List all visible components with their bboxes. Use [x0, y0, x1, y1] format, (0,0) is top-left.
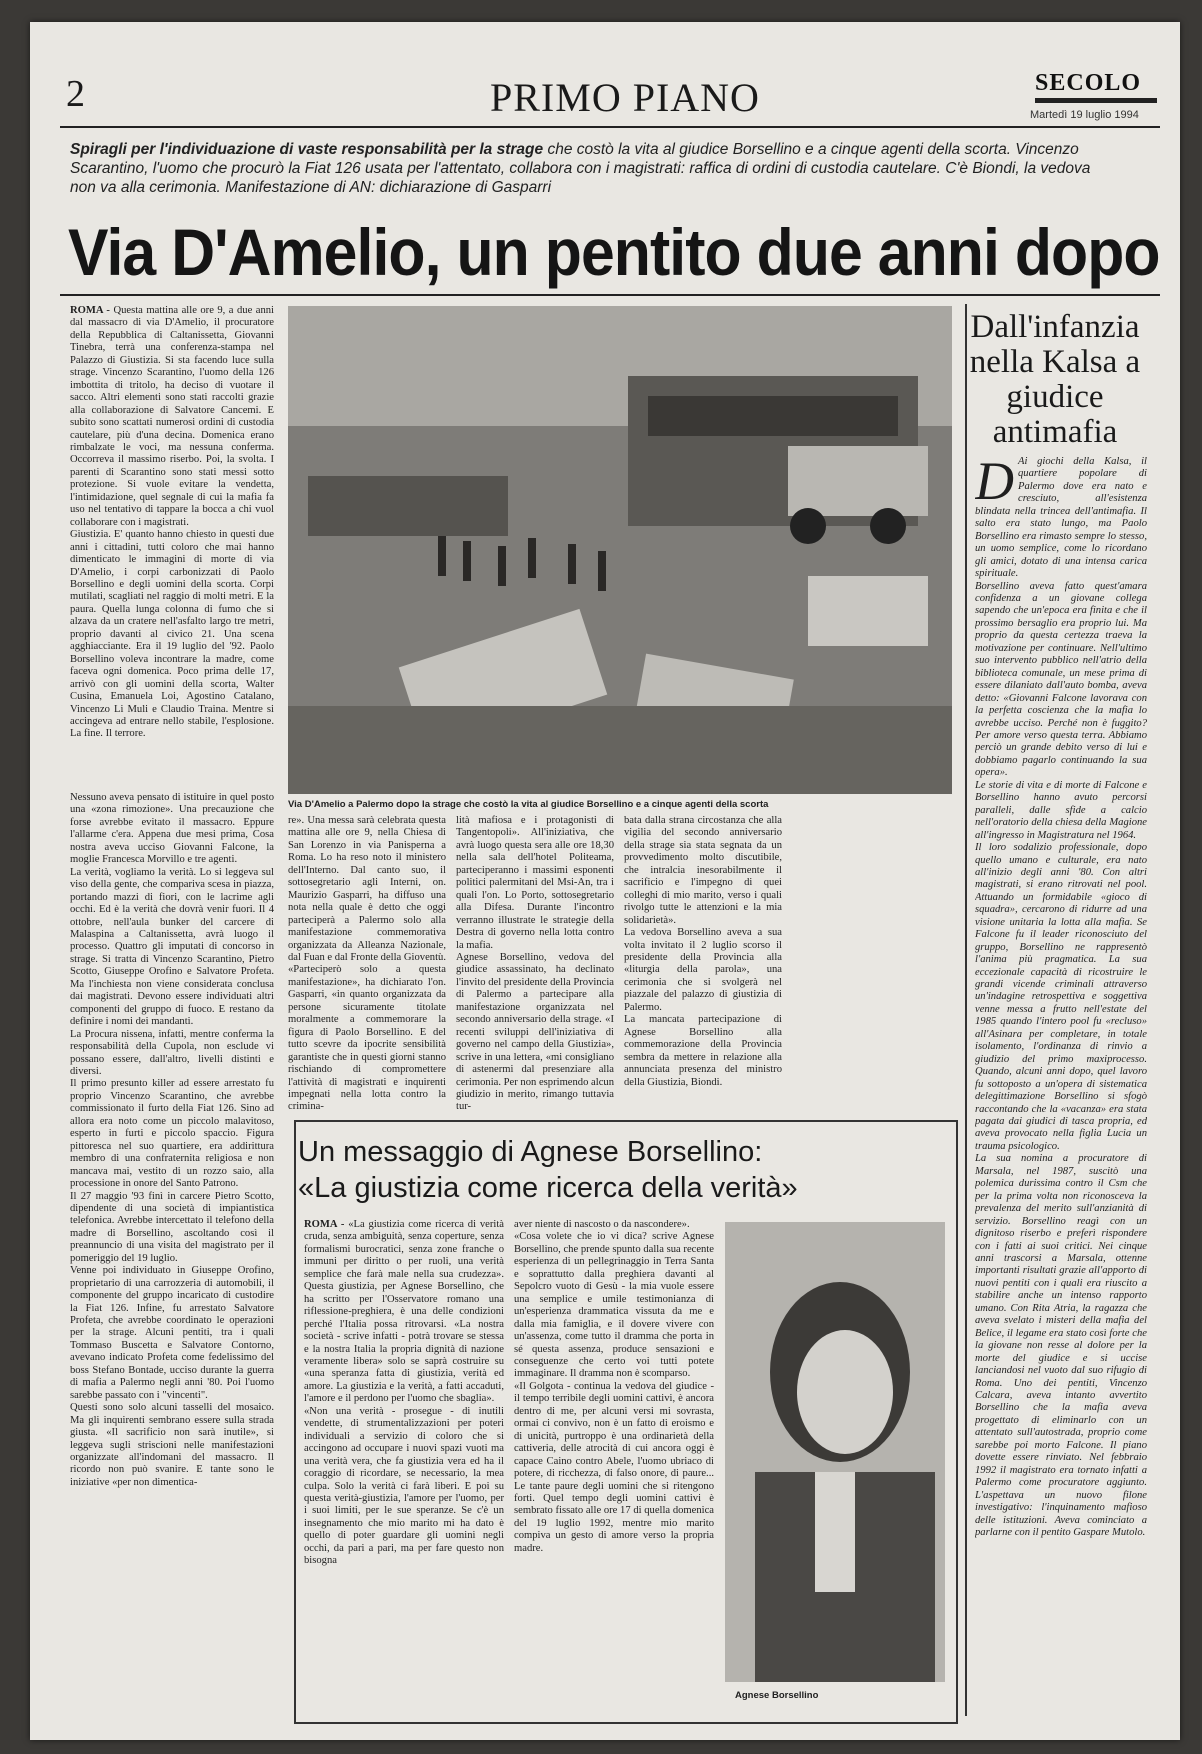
- interview-dateline: ROMA -: [304, 1219, 349, 1230]
- sidebar-title: Dall'infanzia nella Kalsa a giudice antimafia: [969, 309, 1141, 450]
- photo-strage-drawing: [288, 306, 952, 794]
- section-title: PRIMO PIANO: [490, 75, 760, 120]
- kicker-text: che costò la vita al giudice Borsellino e a cinque agenti della scorta. Vincenzo Scarantino, l'uomo che procurò la Fiat 126 usata per l'attentato, collabora con i magistrati: raffica di ordini di custodia cautelare. C'è Biondi, la vedova non va alla cerimonia. Manifestazione di AN: dichiarazione di Gasparri: [70, 141, 1091, 196]
- photo-caption: Via D'Amelio a Palermo dopo la strage che costò la vita al giudice Borsellino e a cinque agenti della scorta: [288, 799, 769, 810]
- newspaper-brand: SECOLO: [1035, 70, 1142, 96]
- agnese-photo: [725, 1222, 945, 1682]
- interview-title-line1: Un messaggio di Agnese Borsellino:: [298, 1136, 763, 1168]
- kicker: [70, 140, 1120, 197]
- brand-rule: [1035, 98, 1157, 103]
- interview-col1-text: «La giustizia come ricerca di verità cruda, senza ambiguità, senza coperture, senza formalismi burocratici, senza zone franche o immuni per diritto o per ruoli, una verità semplice che farà male nella sua crudezza». Questa giustizia, per Agnese Borsellino, che ha scritto per l'Osservatore romano una riflessione-preghiera, è una delle condizioni perché l'Italia possa ritrovarsi. «La nostra società - scrive infatti - potrà trovare se stessa e la nostra Italia la propria dignità di nazione veramente libera» solo se saprà costruire su «una speranza fatta di giustizia, verità ed amore. La giustizia e la verità, a fatti accaduti, l'amore e il perdono per l'uomo che sbaglia». «Non una verità - prosegue - di inutili vendette, di strumentalizzazioni per poteri individuali a servizio di coloro che si accingono ad occupare i nuovi spazi vuoti ma una verità vera, che fa giustizia vera ed ha il coraggio di ricordare, se necessario, la mea culpa. Solo la verità ci farà liberi. E poi su questa verità-giustizia, l'amore per l'uomo, per i suoi limiti, per le sue speranze. Se c'è un insegnamento che mio marito mi ha dato è quello di poter guardare gli uomini negli occhi, da pari a pari, ma per fare questo non bisogna: [304, 1219, 504, 1567]
- article-col3: lità mafiosa e i protagonisti di Tangentopoli». All'iniziativa, che avrà luogo questa sera alle ore 18,30 nella sala dell'hotel Politeama, parteciperanno i massimi esponenti politici palermitani del Msi-An, tra i quali l'on. Lo Porto, sottosegretario alla Difesa. Durante l'incontro verranno illustrate le strategie della Destra di governo nella lotta contro la mafia. Agnese Borsellino, vedova del giudice assassinato, ha declinato l'invito del presidente della Provincia di Palermo a partecipare alla manifestazione organizzata nel secondo anniversario della strage. «I recenti sviluppi dell'iniziativa di governo nel campo della Giustizia», scrive in una lettera, «mi consigliano di astenermi dal presenziare alla cerimonia. Per non esprimendo alcun giudizio in merito, rimango tuttavia tur-: [456, 815, 614, 1112]
- issue-date: Martedì 19 luglio 1994: [1030, 109, 1139, 121]
- article-col2: re». Una messa sarà celebrata questa mattina alle ore 9, nella Chiesa di San Lorenzo in via Panisperna a Roma. Lo ha reso noto il ministero dell'Interno. Dal canto suo, il sottosegretario agli Interni, on. Maurizio Gasparri, ha diffuso una nota nella quale è detto che oggi parteciperà a Palermo solo alla manifestazione commemorativa organizzata da Alleanza Nazionale, dal Fuan e dal Fronte della Gioventù. «Parteciperò solo a questa manifestazione», ha dichiarato l'on. Gasparri, «in quanto organizzata da persone sicuramente titolate moralmente a commemorare la figura di Paolo Borsellino. E del tutto scevre da ipocrite sensibilità garantiste che in questi giorni stanno rischiando di compromettere l'attività di magistrati e inquirenti impegnati nella lotta contro la crimina-: [288, 815, 446, 1112]
- interview-title-line2: «La giustizia come ricerca della verità»: [298, 1172, 798, 1204]
- interview-col2: aver niente di nascosto o da nascondere». «Cosa volete che io vi dica? scrive Agnese Borsellino, che prende spunto dalla sua recente esperienza di un pellegrinaggio in Terra Santa e soprattutto dalla preghiera davanti al Sepolcro vuoto di Gesù - la mia vuole essere una semplice e umile testimonianza di un'esperienza drammatica vissuta da me e dalla mia famiglia, e il dovere vivere con un'assenza, come tutto il dramma che porta in sé questa assenza, produce sensazioni e conseguenze che certo voi tutti potete immaginare. Il dramma non è scomparso. «Il Golgota - continua la vedova del giudice - il tempo terribile degli uomini cattivi, è ancora dentro di me, per alcuni versi mi sovrasta, ormai ci convivo, non è un fatto di eroismo e di unicità, purtroppo è una ordinarietà della cattiveria, delle atrocità di cui ancora oggi è capace Caino contro Abele, l'uomo ubriaco di potere, di ricchezza, di falso onore, di paure... Le tante paure degli uomini che si ritengono forti. Quel tempo degli uomini cattivi è sembrato fissato alle ore 17 di quella domenica del 19 luglio 1992, mentre mio marito compiva un gesto di amore verso la propria madre.: [514, 1219, 714, 1554]
- page-number: 2: [66, 73, 85, 115]
- photo-strage: [288, 306, 952, 794]
- agnese-portrait: [725, 1222, 945, 1682]
- article-col1-top: [70, 305, 274, 792]
- article-col1-bottom: Nessuno aveva pensato di istituire in quel posto una «zona rimozione». Una precauzione che forse avrebbe evitato il massacro. Eppure l'allarme c'era. Appena due mesi prima, Cosa nostra aveva ucciso Giovanni Falcone, la moglie Francesca Morvillo e tre agenti. La verità, vogliamo la verità. Lo si leggeva sul viso della gente, che compariva scesa in piazza, portando mazzi di fiori, con le lacrime agli occhi. Ed è la verità che dovrà venir fuori. Il 4 ottobre, nell'aula bunker del carcere di Malaspina a Caltanissetta, avrà luogo il processo. Quattro gli imputati di concorso in strage. Si tratta di Vincenzo Scarantino, Pietro Scotto, Giuseppe Orofino e Salvatore Profeta. Ma l'inchiesta non viene considerata conclusa dai magistrati. Devono essere individuati altri componenti del gruppo di fuoco. E restano da definire i nomi dei mandanti. La Procura nissena, infatti, mentre conferma la responsabilità della Cupola, non esclude vi possano essere, dall'altro, livelli distinti e diversi. Il primo presunto killer ad essere arrestato fu proprio Vincenzo Scarantino, che avrebbe commissionato il furto della Fiat 126. Sino ad allora era noto come un piccolo malavitoso, esperto in furti e piccolo spaccio. Figura pittoresca nel suo quartiere, era addirittura membro di una confraternita religiosa e non mancava mai, vestito di un rozzo saio, alla processione in onore del Santo Patrono. Il 27 maggio '93 finì in carcere Pietro Scotto, dipendente di una società di impiantistica telefonica. Avrebbe intercettato il telefono della madre di Borsellino, ascoltando così il preannuncio di una visita del magistrato per il pomeriggio del 19 luglio. Venne poi individuato in Giuseppe Orofino, proprietario di una carrozzeria di automobili, il componente del gruppo incaricato di custodire la Fiat 126. Infine, fu arrestato Salvatore Profeta, che avrebbe coordinato le operazioni per la strage. Alcuni pentiti, tra i quali Tommaso Buscetta e Salvatore Contorno, avevano indicato Profeta come fedelissimo del boss Stefano Bontade, ucciso durante la guerra di mafia a Palermo negli anni '80. Poi l'uomo sarebbe passato con i "vincenti". Questi sono solo alcuni tasselli del mosaico. Ma gli inquirenti sembrano essere sulla strada giusta. «Il sacrificio non sarà inutile», si leggeva sugli striscioni nelle manifestazioni organizzate all'indomani del massacro. Il ricordo non può svanire. E tante sono le iniziative «per non dimentica-: [70, 792, 274, 1488]
- sidebar-text: Ai giochi della Kalsa, il quartiere popolare di Palermo dove era nato e cresciuto, all'esistenza blindata nella trincea dell'antimafia. Il salto era stato lungo, ma Paolo Borsellino era rimasto sempre lo stesso, un uomo semplice, come lo ricordano gli amici, dotato di una intensa carica spirituale. Borsellino aveva fatto quest'amara confidenza a un giovane collega sapendo che un'epoca era finita e che il prossimo bersaglio era proprio lui. Ma proprio da questa certezza traeva la motivazione per continuare. Nell'ultimo suo intervento pubblico nell'atrio della biblioteca comunale, un mese prima di essere dilaniato dall'auto bomba, aveva detto: «Giovanni Falcone lavorava con la perfetta coscienza che la mafia lo avrebbe ucciso. Perché non è fuggito? Per amore verso questa terra. Abbiamo perciò un grande debito verso di lui e dobbiamo pagarlo continuando la sua opera». Le storie di vita e di morte di Falcone e Borsellino hanno avuto percorsi paralleli, dalle sfide a calcio nell'oratorio della chiesa della Magione all'ingresso in Magistratura nel 1964. Il loro sodalizio professionale, dopo quello umano e culturale, era nato all'inizio degli anni '80. Con altri magistrati, si erano ritrovati nel pool. Attuando un formidabile «gioco di squadra», cercarono di ridurre ad una visione unitaria la lotta alla mafia. Se Falcone fu il leader riconosciuto del gruppo, Borsellino ne rappresentò l'anima più pragmatica. La sua eccezionale capacità di ricostruire le grandi vicende criminali attraverso un'indagine retrospettiva e soggettiva venne messa a frutto nell'estate del 1985 quando l'intero pool fu «recluso» all'Asinara per completare, in totale isolamento, l'ordinanza di rinvio a giudizio del primo maxiprocesso. Quando, alcuni anni dopo, quel lavoro fu sottoposto a un'opera di sistematica delegittimazione Borsellino si sfogò raccontando che la «vacanza» era stata pagata dai giudici di tasca propria, ed aveva provocato nella figlia Lucia un trauma psicologico. La sua nomina a procuratore di Marsala, nel 1987, suscitò una polemica durissima contro il Csm che per la prima volta non riconosceva la prevalenza del merito sull'anzianità di servizio. Borsellino reagì con un dignitoso riserbo e preferì rispondere con i fatti ai suoi critici. Nei cinque anni trascorsi a Marsala, ottenne importanti risultati grazie all'apporto di nuovi pentiti con i quali era riuscito a stabilire anche un intenso rapporto umano. Con Rita Atria, la ragazza che aveva svelato i misteri della mafia del Belice, il legame era stato così forte che la giovane non resse al dolore per la morte del giudice e si uccise lanciandosi nel vuoto dal suo rifugio di Roma. Uno dei pentiti, Vincenzo Calcara, aveva intanto avvertito Borsellino che la mafia aveva progettato di eliminarlo con un attentato sull'autostrada, proprio come sarebbe poi morto Falcone. Il piano dovette essere rinviato. Nel febbraio 1992 il magistrato era tornato infatti a Palermo come procuratore aggiunto. L'aspettava un nuovo filone investigativo: l'inquinamento mafioso delle istituzioni. Aveva cominciato a parlarne con il pentito Gaspare Mutolo.: [975, 456, 1147, 1538]
- main-headline: Via D'Amelio, un pentito due anni dopo: [68, 215, 1160, 289]
- kicker-bold: Spiragli per l'individuazione di vaste responsabilità per la strage: [70, 141, 544, 158]
- headline-rule: [60, 294, 1160, 296]
- interview-title: [298, 1134, 938, 1206]
- article-col4: bata dalla strana circostanza che alla vigilia del secondo anniversario della strage sia stata segnata da un provvedimento molto discutibile, che intralcia inesorabilmente il sacrificio e l'impegno di quei colleghi di mio marito, verso i quali rivolgo tutte le attenzioni e la mia solidarietà». La vedova Borsellino aveva a sua volta invitato il 2 luglio scorso il presidente della Provincia alla «liturgia della parola», una cerimonia che si svolgerà nel piazzale del palazzo di giustizia di Palermo. La mancata partecipazione di Agnese Borsellino alla commemorazione della Provincia sembra da mettere in relazione alla annunciata presenza del ministro della Giustizia, Biondi.: [624, 815, 782, 1088]
- sidebar-dropcap: D: [975, 456, 1014, 511]
- agnese-photo-caption: Agnese Borsellino: [735, 1690, 819, 1701]
- dateline: ROMA -: [70, 305, 114, 316]
- sidebar-article: [975, 456, 1147, 1716]
- interview-col1: [304, 1219, 504, 1709]
- header-rule: [60, 126, 1160, 128]
- article-col1-top-text: Questa mattina alle ore 9, a due anni dal massacro di via D'Amelio, il procuratore della Repubblica di Caltanissetta, Giovanni Tinebra, terrà una conferenza-stampa nel Palazzo di Giustizia. Si sta facendo luce sulla strage. Vincenzo Scarantino, l'uomo della 126 imbottita di tritolo, ha deciso di vuotare il sacco. Altri elementi sono stati raccolti grazie alla collaborazione di Salvatore Cancemi. E subito sono scattati numerosi ordini di custodia cautelare, più d'una decina. Domenica erano rimbalzate le voci, ma nessuna conferma. Occorreva il massimo riserbo. Poi, la svolta. I parenti di Scarantino sono stati messi sotto protezione. Si vuole evitare la vendetta, l'intimidazione, quel segnale di cui la mafia fa uso nel tentativo di tappare la bocca a chi vuol collaborare con i magistrati. Giustizia. E' quanto hanno chiesto in questi due anni i cittadini, tutti coloro che mai hanno dimenticato le immagini di morte di via D'Amelio, i corpi carbonizzati di Paolo Borsellino e degli uomini della scorta. Corpi mutilati, scagliati nel raggio di molti metri. E la paura. Quella lunga colonna di fumo che si alzava da un cratere nell'asfalto largo tre metri, proprio davanti al civico 21. Una scena agghiacciante. Era il 19 luglio del '92. Paolo Borsellino voleva incontrare la madre, come faceva ogni domenica. Poco prima delle 17, arrivò con gli uomini della scorta, Walter Cusina, Emanuela Loi, Agostino Catalano, Vincenzo Li Muli e Claudio Traina. Mentre si accingeva ad entrare nello stabile, l'esplosione. La fine. Il terrore.: [70, 305, 274, 740]
- newspaper-page: [30, 22, 1180, 1740]
